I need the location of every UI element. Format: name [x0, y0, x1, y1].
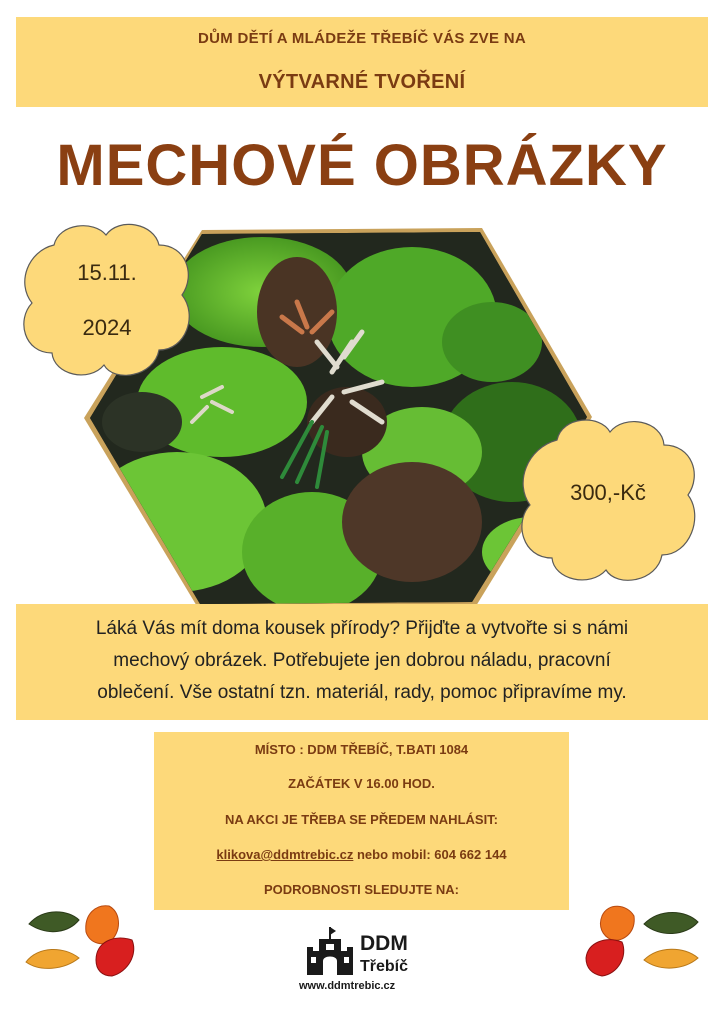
date-year: 2024	[82, 315, 132, 340]
invite-text: DŮM DĚTÍ A MLÁDEŽE TŘEBÍČ VÁS ZVE NA	[197, 30, 527, 47]
date-bubble	[14, 215, 200, 385]
castle-logo-icon	[303, 925, 357, 977]
cloud-bubble-date	[14, 215, 200, 385]
price-text: 300,-Kč	[570, 480, 646, 505]
header-band	[16, 17, 708, 107]
description-band	[16, 604, 708, 720]
info-band	[154, 732, 569, 910]
description-line: oblečení. Vše ostatní tzn. materiál, rady, pomoc připravíme my.	[97, 682, 627, 703]
email-link[interactable]: klikova@ddmtrebic.cz	[216, 847, 354, 862]
description-line: Láká Vás mít doma kousek přírody? Přijďte a vytvořte si s námi	[95, 618, 629, 639]
price-bubble	[512, 410, 704, 590]
date-day: 15.11.	[77, 260, 137, 285]
logo-city: Třebíč	[360, 958, 409, 975]
autumn-leaf-icon	[24, 902, 144, 982]
event-type: VÝTVARNÉ TVOŘENÍ	[258, 71, 466, 93]
details-text: PODROBNOSTI SLEDUJTE NA:	[263, 882, 459, 897]
website-link[interactable]: www.ddmtrebic.cz	[299, 980, 396, 992]
place-text: MÍSTO : DDM TŘEBÍČ, T.BATI 1084	[254, 742, 469, 757]
contact-row	[154, 847, 569, 862]
logo-name: DDM	[360, 932, 408, 955]
start-time-text: ZAČÁTEK V 16.00 HOD.	[288, 776, 435, 791]
autumn-leaf-icon	[582, 902, 702, 982]
mobile-text: nebo mobil: 604 662 144	[353, 847, 507, 862]
description-line: mechový obrázek. Potřebujete jen dobrou náladu, pracovní	[113, 650, 611, 671]
registration-text: NA AKCI JE TŘEBA SE PŘEDEM NAHLÁSIT:	[224, 812, 499, 827]
page-title: MECHOVÉ OBRÁZKY	[56, 133, 668, 198]
ddm-logo	[299, 925, 429, 995]
